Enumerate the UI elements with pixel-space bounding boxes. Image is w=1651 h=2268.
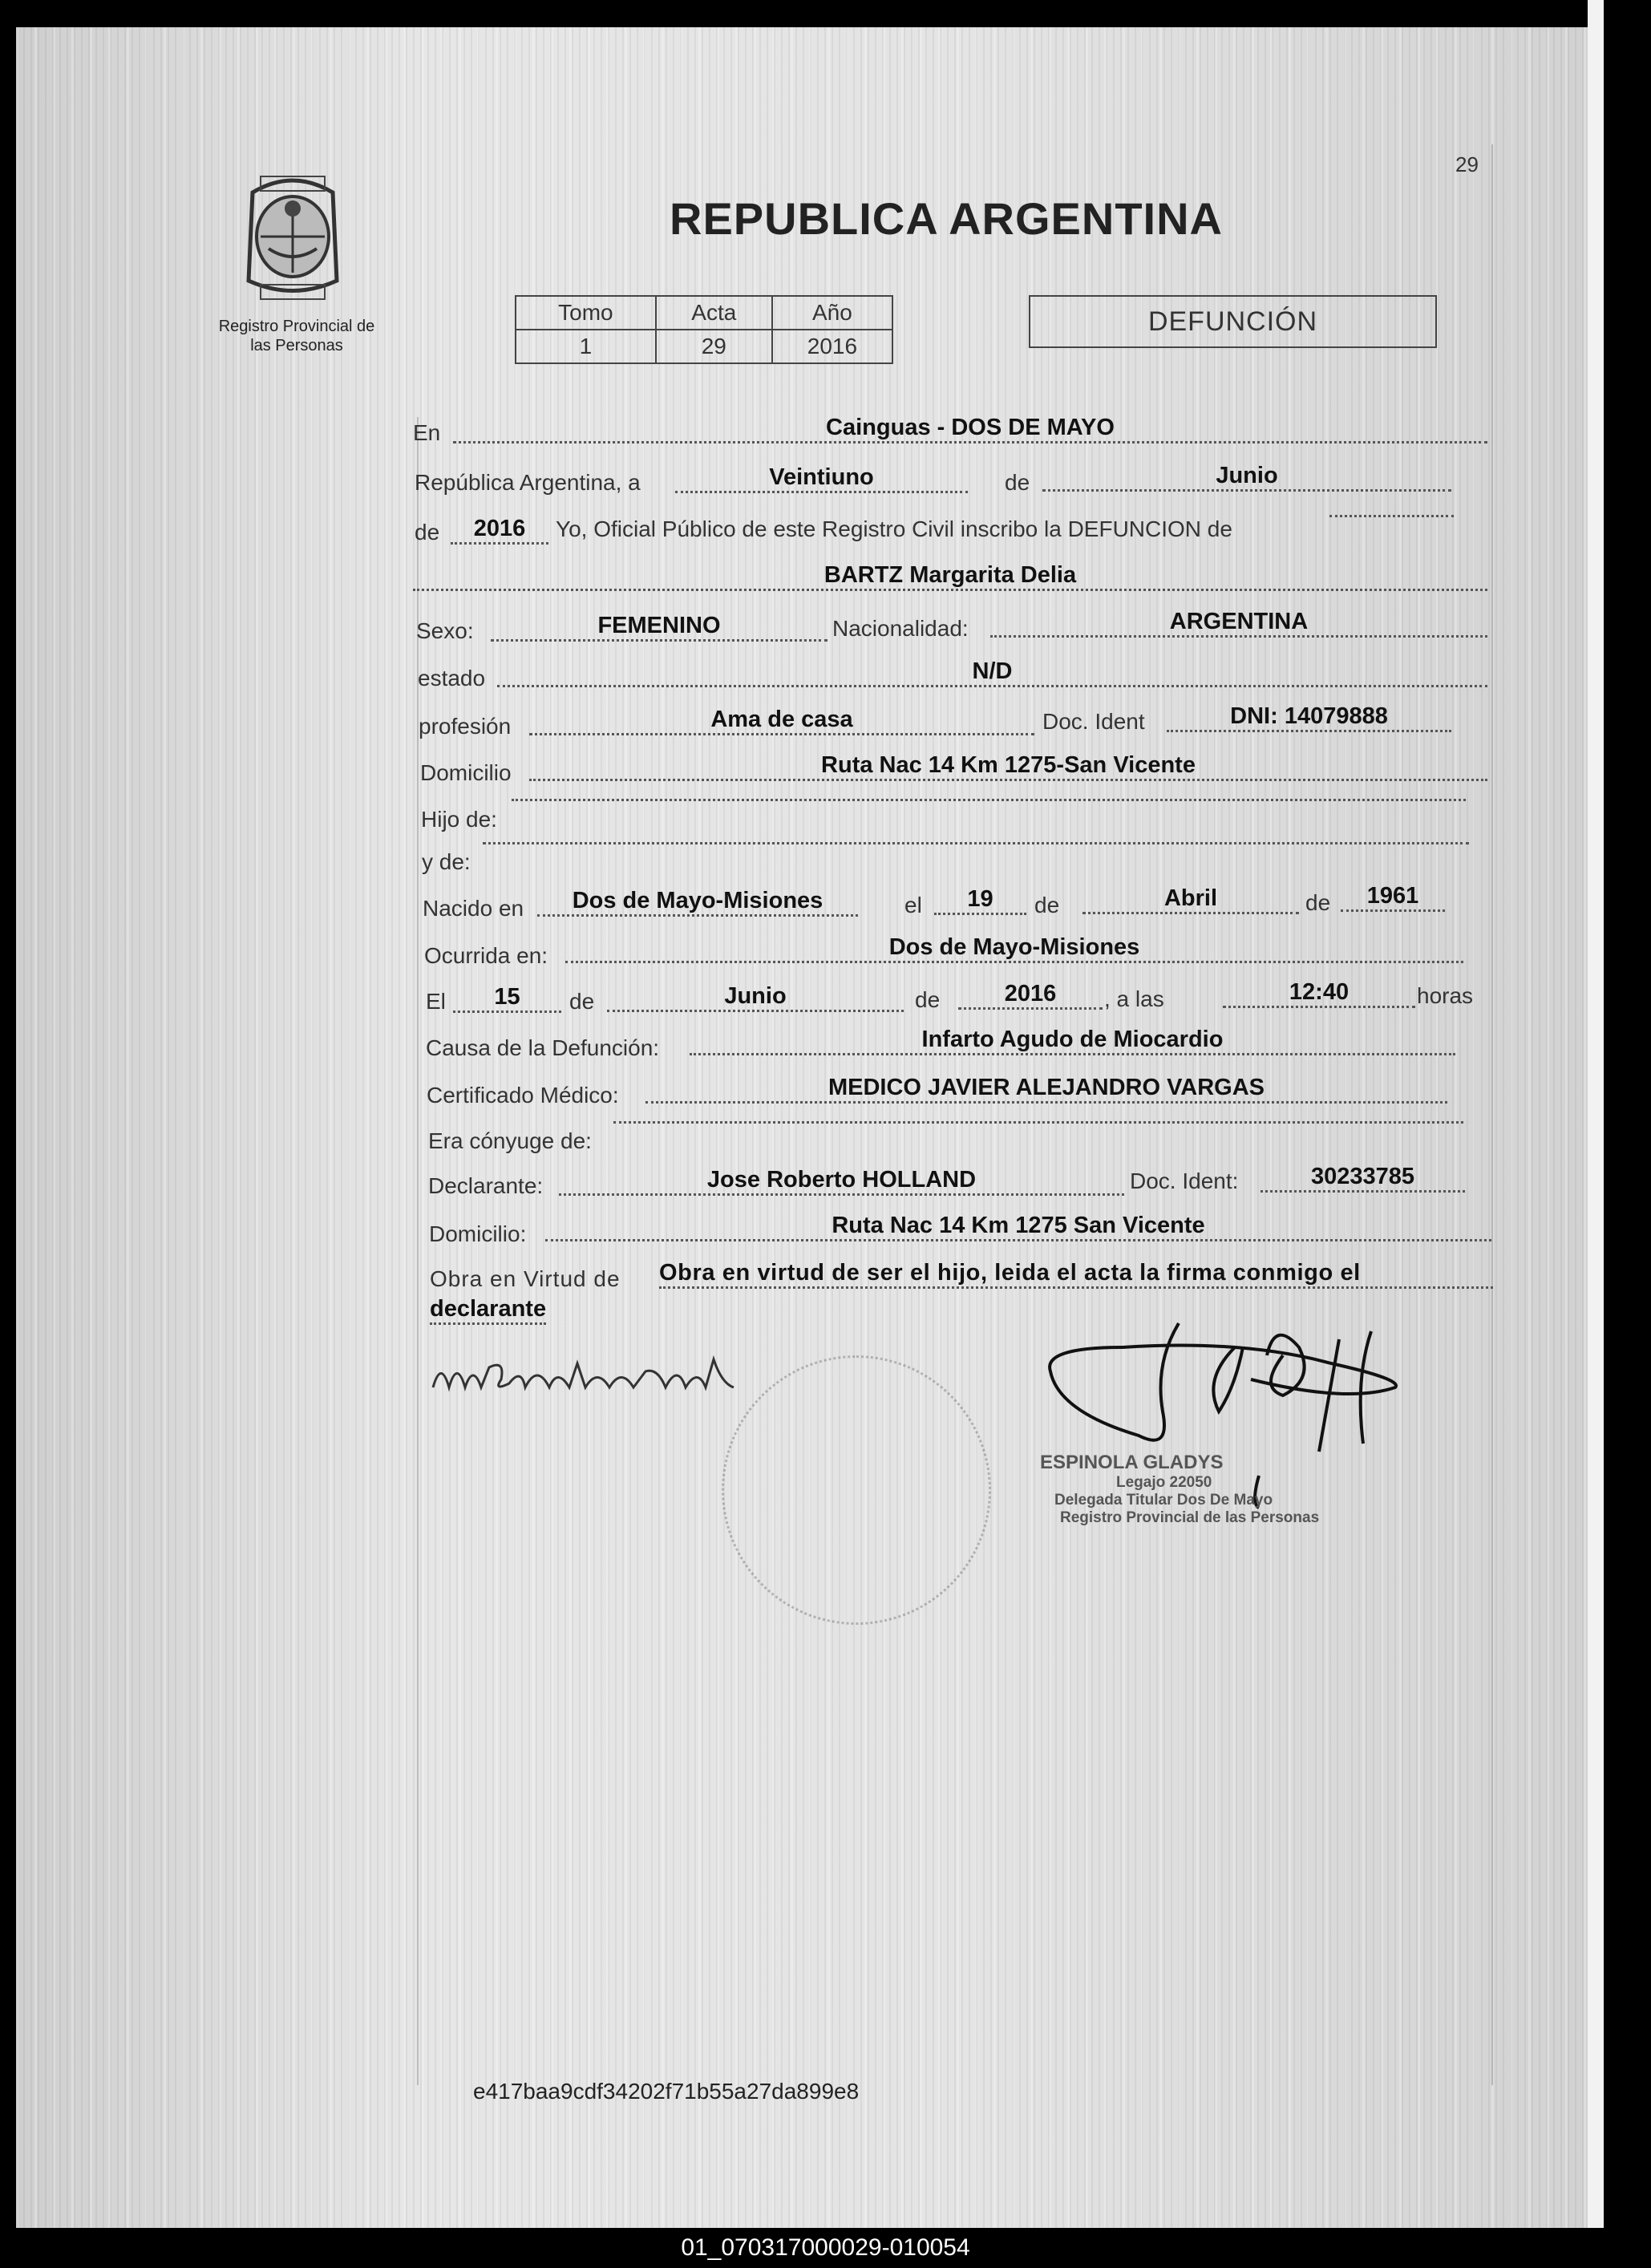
anio-field: 2016 [451,515,548,545]
mes-field: Junio [1042,462,1451,492]
file-id-bar: 01_070317000029-010054 [0,2228,1651,2268]
nacionalidad-label: Nacionalidad: [832,616,969,641]
stamp-line-1: ESPINOLA GLADYS [1040,1452,1224,1473]
stamp-line-3: Delegada Titular Dos De Mayo [1054,1492,1273,1509]
acta-header: Acta [656,296,772,330]
profesion-field: Ama de casa [529,706,1034,735]
hijo-field [512,799,1466,801]
nacido-anio-field: 1961 [1341,882,1445,912]
de-label-4: de [1305,890,1331,915]
tomo-value: 1 [516,330,656,363]
estado-field: N/D [497,658,1487,687]
stamp-line-4: Registro Provincial de las Personas [1060,1509,1320,1526]
page-title: REPUBLICA ARGENTINA [670,193,1223,244]
declarante-field: Jose Roberto HOLLAND [559,1166,1124,1196]
document-type-box: DEFUNCIÓN [1029,295,1437,348]
declarante-doc-field: 30233785 [1261,1163,1465,1193]
el-label: el [904,893,922,917]
lugar-field: Cainguas - DOS DE MAYO [453,414,1487,443]
certificado-field: MEDICO JAVIER ALEJANDRO VARGAS [645,1074,1447,1104]
def-anio-field: 2016 [958,980,1103,1010]
nacido-lugar-field: Dos de Mayo-Misiones [537,887,858,917]
republica-label: República Argentina, a [415,470,641,495]
conyuge-label: Era cónyuge de: [428,1128,592,1153]
doc2-label: Doc. Ident: [1130,1168,1239,1193]
y-de-label: y de: [422,849,471,874]
official-stamp-text [1040,1452,1319,1527]
a-las-label: , a las [1104,986,1164,1011]
ocurrida-label: Ocurrida en: [424,943,548,968]
obra-line-1: Obra en virtud de ser el hijo, leida el acta la firma conmigo el [659,1259,1493,1289]
stamp-line-2: Legajo 22050 [1116,1474,1212,1491]
domicilio-field: Ruta Nac 14 Km 1275-San Vicente [529,751,1487,781]
nacido-dia-field: 19 [934,885,1026,915]
anio-value: 2016 [772,330,892,363]
domicilio-label: Domicilio [420,760,512,785]
document-hash: e417baa9cdf34202f71b55a27da899e8 [473,2079,860,2104]
domicilio2-label: Domicilio: [429,1221,527,1246]
doc-field: DNI: 14079888 [1167,703,1451,732]
de-label-3: de [1034,893,1060,917]
nacido-label: Nacido en [423,896,524,921]
de-label-1: de [1005,470,1030,495]
doc-label: Doc. Ident [1042,709,1145,734]
causa-field: Infarto Agudo de Miocardio [690,1026,1455,1055]
nombre-field: BARTZ Margarita Delia [413,561,1487,591]
profesion-label: profesión [419,714,512,739]
horas-label: horas [1417,983,1474,1008]
ocurrida-field: Dos de Mayo-Misiones [565,934,1463,963]
declarant-signature [429,1351,742,1411]
certificado-label: Certificado Médico: [427,1083,619,1108]
registry-line-1: Registro Provincial de [218,318,375,335]
sexo-label: Sexo: [416,618,474,643]
seal-emblem-icon [229,160,357,305]
obra-label: Obra en Virtud de [430,1266,621,1291]
causa-label: Causa de la Defunción: [426,1035,660,1060]
oficial-continuation [1329,515,1454,517]
margin-line-right [1491,144,1493,2085]
def-dia-field: 15 [453,983,561,1013]
def-mes-field: Junio [607,982,904,1012]
y-de-field [483,842,1469,844]
oficial-statement: Yo, Oficial Público de este Registro Civil inscribo la DEFUNCION de [556,516,1232,541]
dia-field: Veintiuno [675,464,968,493]
reference-table [515,295,893,364]
tomo-header: Tomo [516,296,656,330]
de-label-2: de [415,520,440,545]
anio-header: Año [772,296,892,330]
en-label: En [413,420,441,445]
nacionalidad-field: ARGENTINA [990,608,1487,638]
obra-line-2: declarante [430,1295,546,1325]
de-label-5: de [569,989,595,1014]
declarante-domicilio-field: Ruta Nac 14 Km 1275 San Vicente [545,1212,1491,1241]
acta-value: 29 [656,330,772,363]
estado-label: estado [418,666,486,691]
declarante-label: Declarante: [428,1173,544,1198]
hijo-label: Hijo de: [421,807,497,832]
conyuge-field [613,1121,1463,1124]
page-number: 29 [1455,152,1479,176]
registry-line-2: las Personas [250,337,343,354]
el2-label: El [426,989,446,1014]
de-label-6: de [915,987,941,1012]
registry-name [200,317,393,355]
handwritten-signature-icon [429,1351,742,1407]
nacido-mes-field: Abril [1082,885,1299,914]
province-seal [229,160,357,305]
page-edge [1588,0,1604,2230]
hora-field: 12:40 [1223,978,1415,1008]
official-seal-stamp [722,1355,991,1625]
sexo-field: FEMENINO [491,612,828,642]
